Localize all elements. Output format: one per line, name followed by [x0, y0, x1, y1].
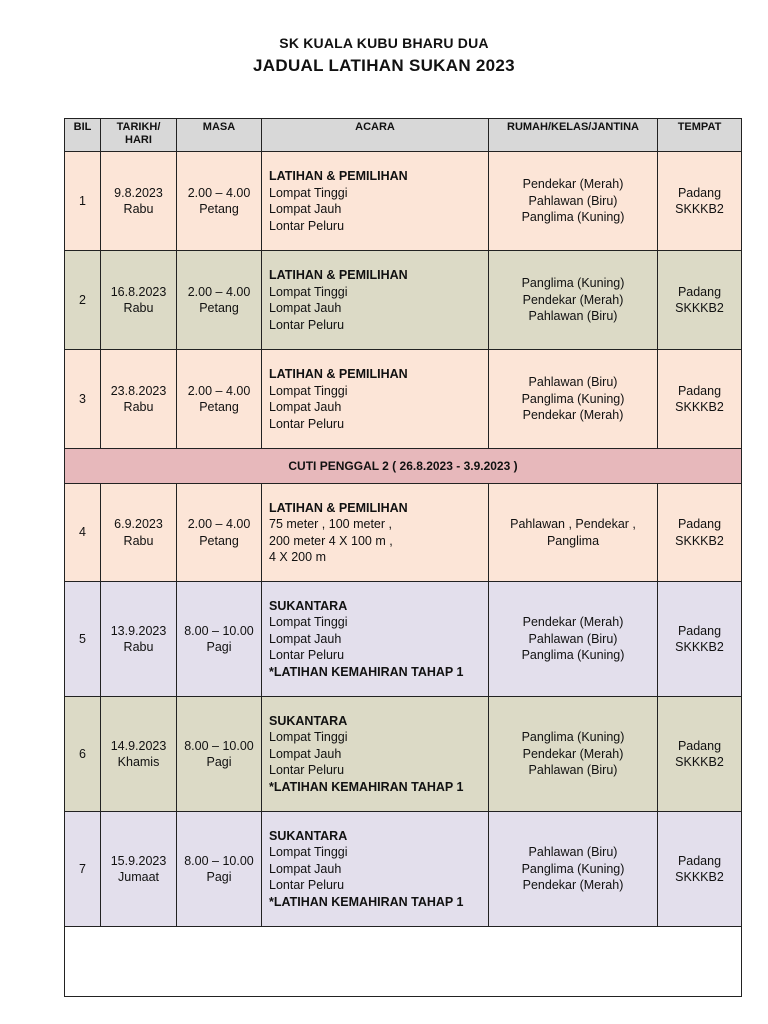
tempat-line: SKKKB2	[675, 755, 724, 769]
rumah-item: Pahlawan , Pendekar ,	[510, 517, 636, 531]
holiday-banner: CUTI PENGGAL 2 ( 26.8.2023 - 3.9.2023 )	[65, 449, 742, 484]
acara-item: Lompat Jauh	[269, 202, 342, 216]
col-header-tarikh-line2: HARI	[125, 134, 152, 146]
cell-masa	[177, 152, 262, 251]
tempat-line: Padang	[677, 623, 722, 638]
tempat-line: SKKKB2	[675, 640, 724, 654]
masa-time: 8.00 – 10.00	[184, 853, 254, 868]
cell-tempat	[658, 484, 742, 582]
rumah-item: Panglima (Kuning)	[521, 861, 625, 876]
cell-tarikh	[101, 152, 177, 251]
cell-tarikh	[101, 251, 177, 350]
tempat-line: SKKKB2	[675, 870, 724, 884]
cell-acara	[262, 350, 489, 449]
cell-bil: 7	[65, 812, 101, 927]
tempat-line: SKKKB2	[675, 400, 724, 414]
acara-heading: SUKANTARA	[269, 828, 348, 843]
acara-item: Lompat Jauh	[269, 746, 342, 761]
cell-acara	[262, 152, 489, 251]
blank-cell	[65, 927, 742, 997]
rumah-item: Panglima (Kuning)	[521, 730, 625, 745]
rumah-item: Pendekar (Merah)	[522, 878, 624, 893]
table-row	[65, 582, 742, 697]
acara-item: Lontar Peluru	[269, 648, 345, 663]
tempat-line: SKKKB2	[675, 301, 724, 315]
cell-bil: 3	[65, 350, 101, 449]
masa-session: Pagi	[206, 755, 232, 769]
masa-time: 2.00 – 4.00	[187, 517, 251, 531]
acara-item: Lontar Peluru	[269, 218, 345, 233]
cell-tarikh	[101, 697, 177, 812]
acara-item: 75 meter , 100 meter ,	[269, 517, 392, 531]
acara-item: Lompat Tinggi	[269, 383, 348, 398]
cell-tempat	[658, 350, 742, 449]
cell-masa	[177, 697, 262, 812]
masa-time: 2.00 – 4.00	[187, 185, 251, 200]
tarikh-date: 13.9.2023	[110, 623, 167, 638]
table-row	[65, 697, 742, 812]
document-title: JADUAL LATIHAN SUKAN 2023	[253, 56, 515, 75]
acara-note: *LATIHAN KEMAHIRAN TAHAP 1	[269, 779, 464, 794]
rumah-item: Pahlawan (Biru)	[528, 309, 618, 324]
acara-item: 200 meter 4 X 100 m ,	[269, 533, 393, 548]
cell-masa	[177, 484, 262, 582]
acara-item: Lontar Peluru	[269, 878, 345, 893]
rumah-item: Pahlawan (Biru)	[528, 193, 618, 208]
table-row	[65, 152, 742, 251]
rumah-item: Pahlawan (Biru)	[528, 375, 618, 390]
rumah-item: Pendekar (Merah)	[522, 746, 624, 761]
rumah-item: Pahlawan (Biru)	[528, 845, 618, 860]
cell-tarikh	[101, 582, 177, 697]
acara-item: Lompat Tinggi	[269, 185, 348, 200]
rumah-item: Pahlawan (Biru)	[528, 763, 618, 778]
rumah-item: Panglima (Kuning)	[521, 210, 625, 225]
rumah-item: Pahlawan (Biru)	[528, 631, 618, 646]
cell-rumah	[489, 582, 658, 697]
acara-heading: SUKANTARA	[269, 713, 348, 728]
col-header-tarikh	[101, 119, 177, 152]
masa-time: 2.00 – 4.00	[187, 383, 251, 398]
tarikh-day: Rabu	[123, 301, 154, 315]
acara-note: *LATIHAN KEMAHIRAN TAHAP 1	[269, 664, 464, 679]
schedule-table	[64, 118, 742, 997]
acara-note: *LATIHAN KEMAHIRAN TAHAP 1	[269, 894, 464, 909]
rumah-item: Pendekar (Merah)	[522, 177, 624, 192]
table-row	[65, 812, 742, 927]
cell-acara	[262, 697, 489, 812]
tarikh-date: 23.8.2023	[110, 383, 167, 398]
cell-acara	[262, 812, 489, 927]
col-header-rumah: RUMAH/KELAS/JANTINA	[489, 119, 658, 152]
tempat-line: Padang	[677, 185, 722, 200]
col-header-bil: BIL	[65, 119, 101, 152]
tempat-line: SKKKB2	[675, 202, 724, 216]
cell-tarikh	[101, 484, 177, 582]
masa-time: 8.00 – 10.00	[184, 623, 254, 638]
acara-item: Lontar Peluru	[269, 416, 345, 431]
cell-tempat	[658, 582, 742, 697]
masa-session: Petang	[199, 533, 239, 548]
table-header-row	[65, 119, 742, 152]
tarikh-date: 14.9.2023	[110, 738, 167, 753]
tarikh-day: Khamis	[117, 755, 160, 769]
rumah-item: Panglima (Kuning)	[521, 648, 625, 663]
tempat-line: SKKKB2	[675, 533, 724, 548]
rumah-item: Panglima	[546, 533, 600, 548]
cell-masa	[177, 812, 262, 927]
cell-bil: 1	[65, 152, 101, 251]
acara-item: 4 X 200 m	[269, 550, 326, 564]
cell-acara	[262, 582, 489, 697]
cell-tempat	[658, 697, 742, 812]
masa-session: Petang	[199, 301, 239, 315]
cell-rumah	[489, 697, 658, 812]
cell-rumah	[489, 812, 658, 927]
acara-item: Lompat Tinggi	[269, 615, 348, 630]
tarikh-date: 6.9.2023	[114, 517, 163, 531]
acara-item: Lompat Jauh	[269, 861, 342, 876]
col-header-tarikh-line1: TARIKH/	[116, 121, 161, 133]
tempat-line: Padang	[677, 853, 722, 868]
tarikh-day: Jumaat	[118, 870, 159, 884]
tarikh-day: Rabu	[123, 533, 154, 548]
table-row	[65, 484, 742, 582]
cell-rumah	[489, 350, 658, 449]
table-row	[65, 350, 742, 449]
tarikh-day: Rabu	[123, 202, 154, 216]
cell-tarikh	[101, 812, 177, 927]
masa-session: Pagi	[206, 640, 232, 654]
acara-item: Lontar Peluru	[269, 763, 345, 778]
acara-item: Lompat Tinggi	[269, 284, 348, 299]
tempat-line: Padang	[677, 383, 722, 398]
tempat-line: Padang	[677, 284, 722, 299]
cell-tempat	[658, 812, 742, 927]
cell-tempat	[658, 152, 742, 251]
acara-heading: LATIHAN & PEMILIHAN	[269, 169, 408, 183]
tarikh-date: 9.8.2023	[114, 185, 163, 200]
cell-bil: 5	[65, 582, 101, 697]
cell-tempat	[658, 251, 742, 350]
acara-item: Lompat Tinggi	[269, 845, 348, 860]
tarikh-date: 15.9.2023	[110, 853, 167, 868]
tempat-line: Padang	[677, 517, 722, 531]
masa-time: 8.00 – 10.00	[184, 738, 254, 753]
table-row	[65, 251, 742, 350]
rumah-item: Pendekar (Merah)	[522, 292, 624, 307]
cell-tarikh	[101, 350, 177, 449]
acara-heading: LATIHAN & PEMILIHAN	[269, 500, 408, 515]
col-header-acara: ACARA	[262, 119, 489, 152]
cell-acara	[262, 484, 489, 582]
tempat-line: Padang	[677, 738, 722, 753]
acara-item: Lompat Jauh	[269, 631, 342, 646]
col-header-masa: MASA	[177, 119, 262, 152]
cell-masa	[177, 350, 262, 449]
rumah-item: Pendekar (Merah)	[522, 615, 624, 630]
cell-acara	[262, 251, 489, 350]
tarikh-date: 16.8.2023	[110, 284, 167, 299]
acara-heading: LATIHAN & PEMILIHAN	[269, 367, 408, 381]
tarikh-day: Rabu	[123, 400, 154, 414]
acara-item: Lontar Peluru	[269, 317, 345, 332]
cell-bil: 6	[65, 697, 101, 812]
cell-rumah	[489, 251, 658, 350]
acara-item: Lompat Jauh	[269, 400, 342, 414]
cell-rumah	[489, 152, 658, 251]
cell-masa	[177, 582, 262, 697]
rumah-item: Panglima (Kuning)	[521, 391, 625, 406]
masa-time: 2.00 – 4.00	[187, 284, 251, 299]
masa-session: Pagi	[206, 870, 232, 884]
rumah-item: Pendekar (Merah)	[522, 408, 624, 423]
acara-item: Lompat Jauh	[269, 301, 342, 315]
cell-rumah	[489, 484, 658, 582]
cell-masa	[177, 251, 262, 350]
acara-heading: SUKANTARA	[269, 598, 348, 613]
acara-heading: LATIHAN & PEMILIHAN	[269, 268, 408, 282]
holiday-row	[65, 449, 742, 484]
tarikh-day: Rabu	[123, 640, 154, 654]
school-name: SK KUALA KUBU BHARU DUA	[279, 35, 489, 51]
masa-session: Petang	[199, 400, 239, 414]
cell-bil: 4	[65, 484, 101, 582]
blank-row	[65, 927, 742, 997]
acara-item: Lompat Tinggi	[269, 730, 348, 745]
cell-bil: 2	[65, 251, 101, 350]
rumah-item: Panglima (Kuning)	[521, 276, 625, 291]
masa-session: Petang	[199, 202, 239, 216]
col-header-tempat: TEMPAT	[658, 119, 742, 152]
